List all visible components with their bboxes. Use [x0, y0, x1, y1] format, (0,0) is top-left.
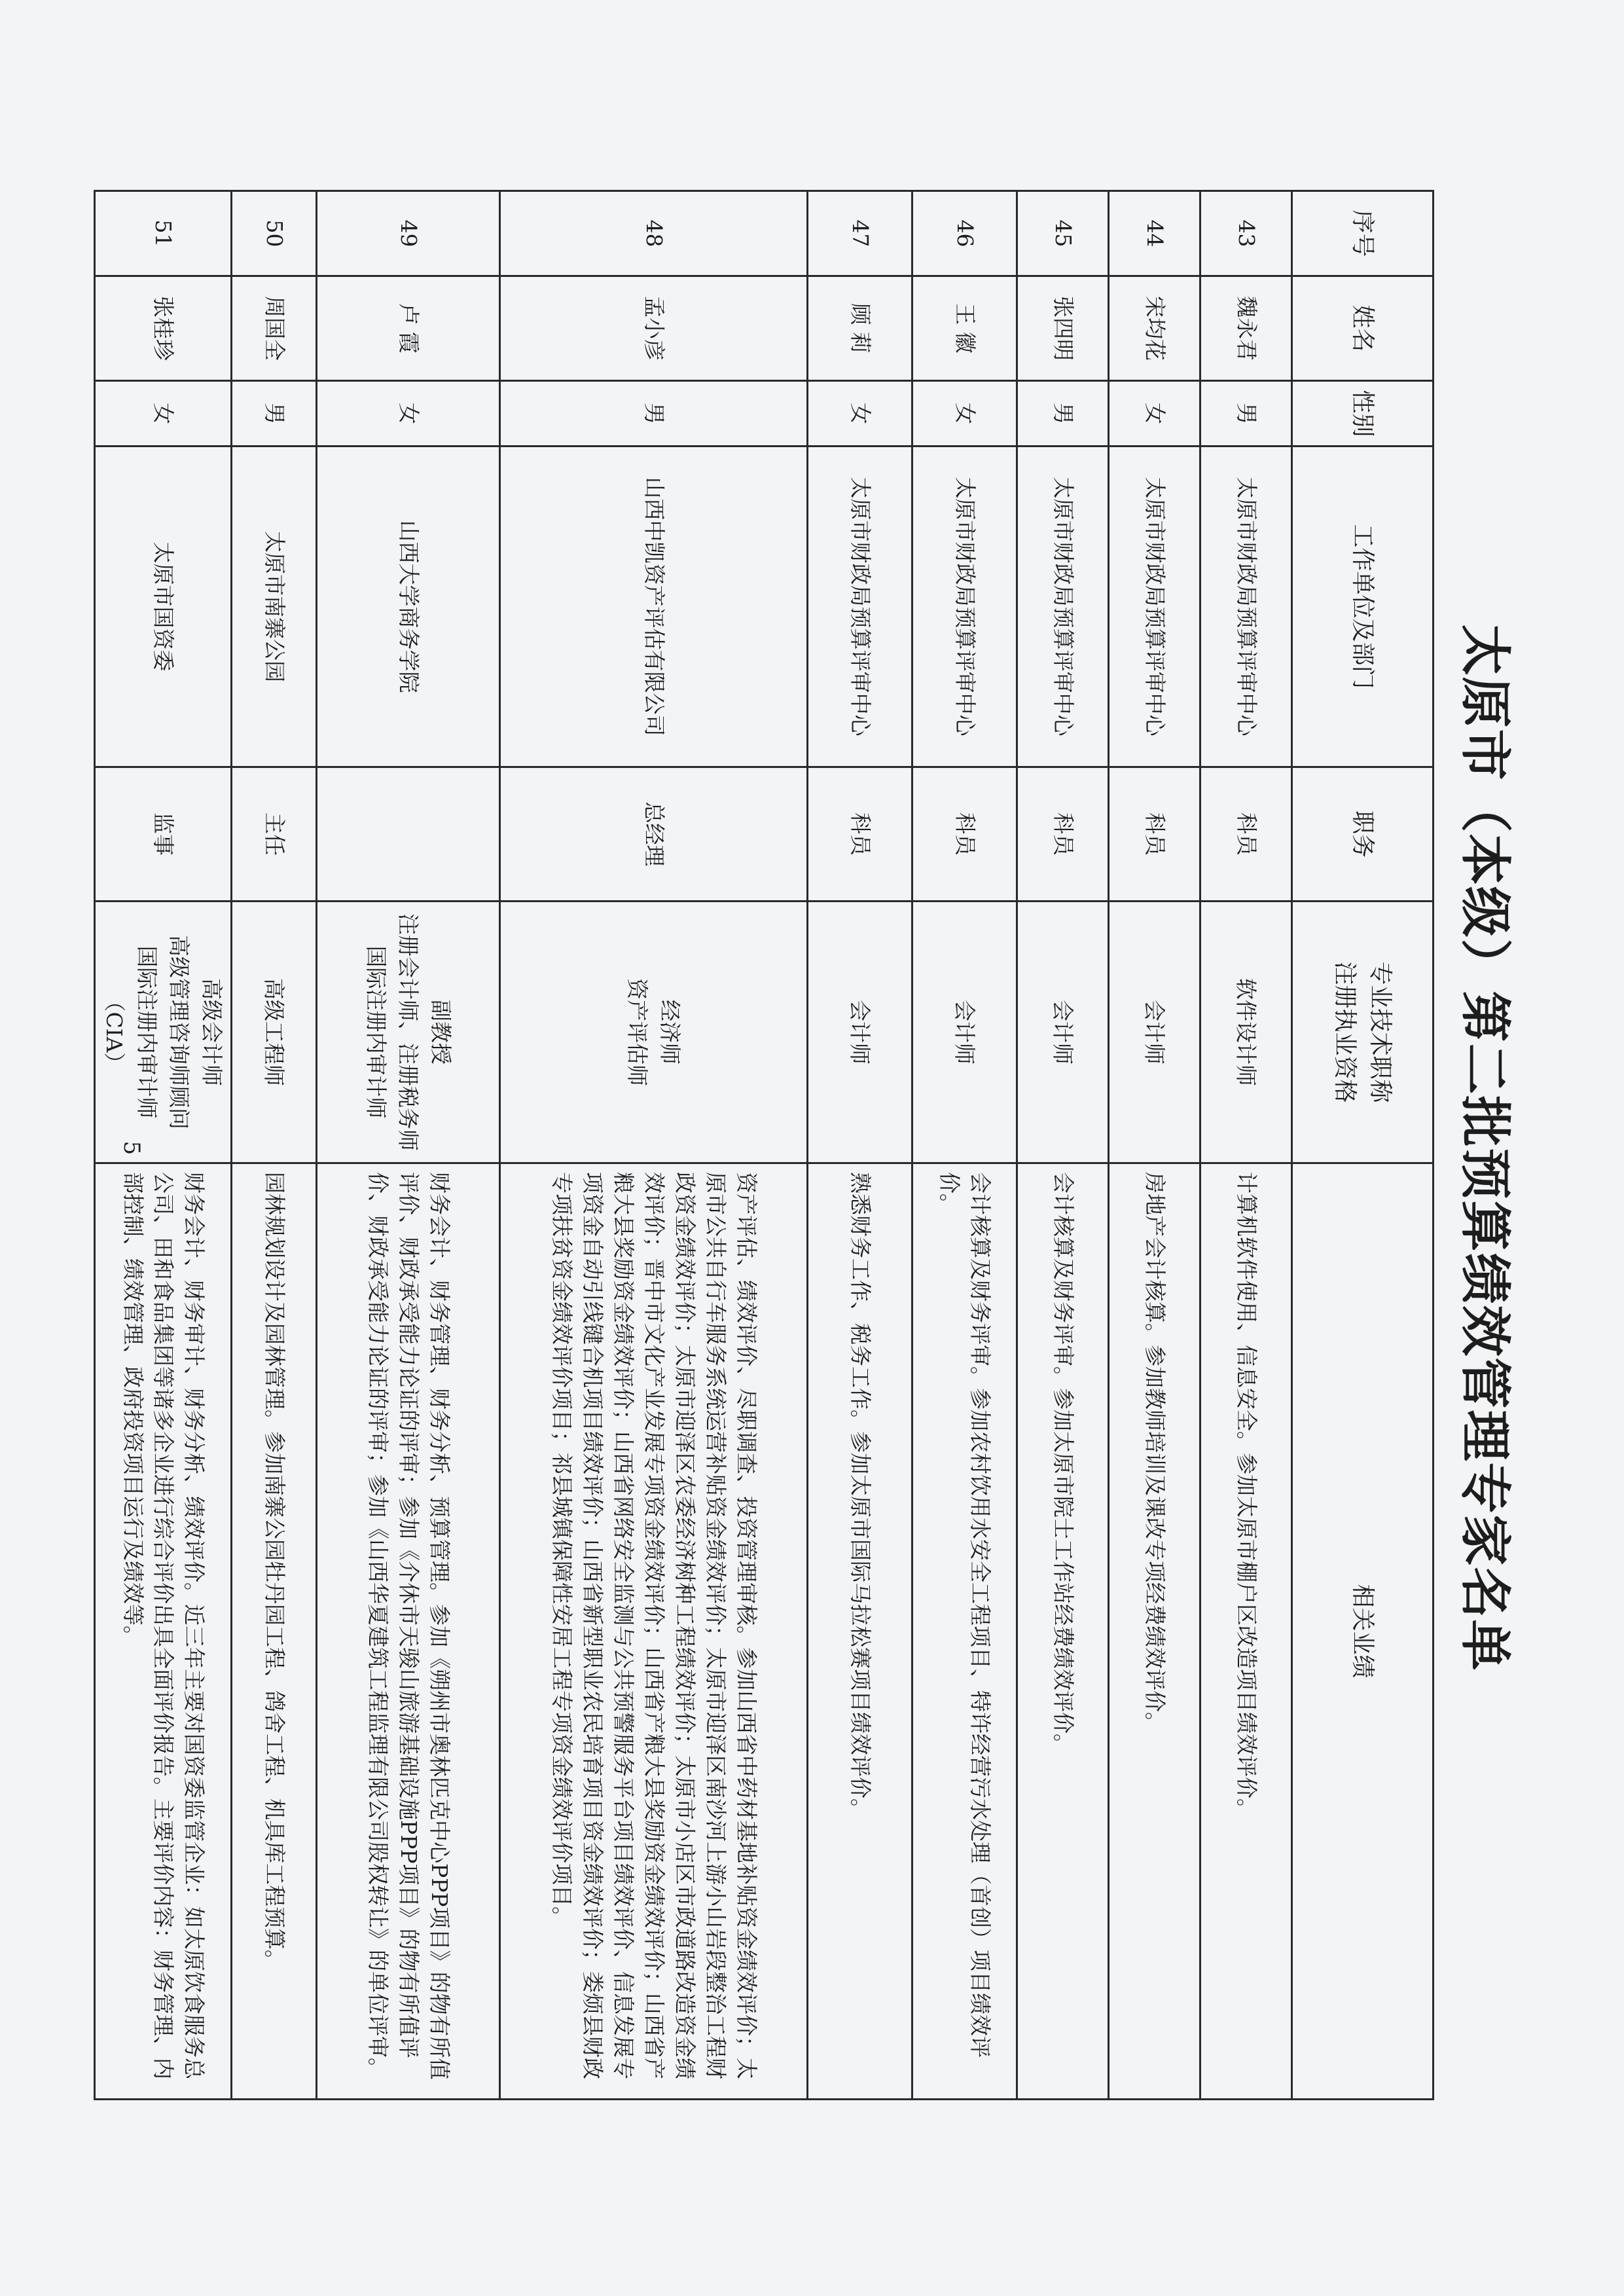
cell-performance: 计算机软件使用、信息安全。参加太原市棚户区改造项目绩效评价。: [1200, 1163, 1292, 2100]
cell-gender: 女: [808, 381, 912, 446]
qualification-line: 国际注册内审计师（CIA）: [101, 945, 160, 1119]
header-org: 工作单位及部门: [1292, 446, 1434, 767]
cell-qualification: [317, 902, 500, 1163]
cell-seq: 44: [1109, 191, 1200, 276]
qualification-line: 高级管理咨询师顾问: [166, 935, 192, 1129]
cell-qualification: [232, 902, 317, 1163]
cell-seq: 48: [500, 191, 808, 276]
cell-name: 张桂珍: [95, 276, 232, 381]
cell-seq: 43: [1200, 191, 1292, 276]
cell-performance: 资产评估、绩效评价、尽职调查、投资管理审核。参加山西省中药材基地补贴资金绩效评价；太原市公共自行车服务系统运营补贴资金绩效评价；太原市迎泽区南沙河上游小山岩段整治工程财政资金绩效评价；太原市迎泽区农委经济树种工程绩效评价；太原市小店区市政道路改造资金绩效评价；晋中市文化产业发展专项资金绩效评价；山西省产粮大县奖励资金绩效评价；山西省产粮大县奖励资金绩效评价；山西省网络安全监测与公共预警服务平台项目绩效评价、信息发展专项资金自动引线键合机项目绩效评价；山西省新型职业农民培育项目资金绩效评价；娄烦县财政专项扶贫资金绩效评价项目；祁县城镇保障性安居工程专项资金绩效评价项目。: [500, 1163, 808, 2100]
cell-qualification: [1109, 902, 1200, 1163]
document-title: 太原市（本级）第二批预算绩效管理专家名单: [1455, 624, 1514, 1672]
cell-gender: 女: [317, 381, 500, 446]
table-row: [500, 191, 808, 2100]
table-row: [232, 191, 317, 2100]
qualification-line: 国际注册内审计师: [363, 945, 389, 1119]
cell-seq: 50: [232, 191, 317, 276]
cell-qualification: [500, 902, 808, 1163]
qualification-line: 注册会计师、注册税务师: [395, 913, 422, 1151]
cell-org: 山西中凯资产评估有限公司: [500, 446, 808, 767]
cell-seq: 51: [95, 191, 232, 276]
cell-gender: 男: [1200, 381, 1292, 446]
cell-position: 科员: [1200, 767, 1292, 902]
cell-performance: 财务会计、财务管理、财务分析、预算管理。参加《朔州市奥林匹克中心PPP项目》的物有所值评价、财政承受能力论证的评审；参加《介休市天骏山旅游基础设施PPP项目》的物有所值评价、财政承受能力论证的评审；参加《山西华夏建筑工程监理有限公司股权转让》的单位评审。: [317, 1163, 500, 2100]
cell-performance: 熟悉财务工作、税务工作。参加太原市国际马拉松赛项目绩效评价。: [808, 1163, 912, 2100]
cell-position: 总经理: [500, 767, 808, 902]
cell-performance: 园林规划设计及园林管理。参加南寨公园牡丹园工程、鸽舍工程、机具库工程预算。: [232, 1163, 317, 2100]
expert-table: [94, 190, 1434, 2100]
qualification-line: 会计师: [1142, 1000, 1168, 1065]
table-row: [95, 191, 232, 2100]
header-position: 职务: [1292, 767, 1434, 902]
qualification-line: 会计师: [1050, 1000, 1076, 1065]
cell-gender: 女: [95, 381, 232, 446]
cell-position: 科员: [912, 767, 1017, 902]
cell-qualification: [1200, 902, 1292, 1163]
cell-org: 太原市财政局预算评审中心: [1109, 446, 1200, 767]
qualification-line: 资产评估师: [624, 978, 651, 1086]
table-row: [1109, 191, 1200, 2100]
cell-seq: 47: [808, 191, 912, 276]
header-qualification-line2: 注册执业资格: [1331, 961, 1359, 1103]
header-gender: 性别: [1292, 381, 1434, 446]
cell-org: 山西大学商务学院: [317, 446, 500, 767]
cell-position: [317, 767, 500, 902]
qualification-line: 高级工程师: [261, 978, 287, 1086]
cell-org: 太原市财政局预算评审中心: [1017, 446, 1109, 767]
cell-gender: 男: [232, 381, 317, 446]
cell-org: 太原市南寨公园: [232, 446, 317, 767]
cell-name: 孟小彦: [500, 276, 808, 381]
cell-position: 监事: [95, 767, 232, 902]
qualification-line: 软件设计师: [1233, 978, 1259, 1086]
cell-org: 太原市财政局预算评审中心: [1200, 446, 1292, 767]
cell-position: 科员: [1109, 767, 1200, 902]
cell-gender: 男: [500, 381, 808, 446]
qualification-line: 会计师: [952, 1000, 978, 1065]
page-number: 5: [118, 1140, 145, 1156]
cell-qualification: [912, 902, 1017, 1163]
qualification-line: 高级会计师: [199, 978, 225, 1086]
cell-name: 顾 莉: [808, 276, 912, 381]
cell-position: 科员: [1017, 767, 1109, 902]
cell-gender: 女: [1109, 381, 1200, 446]
cell-performance: 房地产会计核算。参加教师培训及课改专项经费绩效评价。: [1109, 1163, 1200, 2100]
header-performance: 相关业绩: [1292, 1163, 1434, 2100]
cell-qualification: [808, 902, 912, 1163]
cell-seq: 46: [912, 191, 1017, 276]
header-seq: 序号: [1292, 191, 1434, 276]
cell-gender: 女: [912, 381, 1017, 446]
cell-name: 魏永君: [1200, 276, 1292, 381]
cell-performance: 会计核算及财务评审。参加农村饮用水安全工程项目、特许经营污水处理（首创）项目绩效评价。: [912, 1163, 1017, 2100]
table-row: [1200, 191, 1292, 2100]
cell-name: 王 徽: [912, 276, 1017, 381]
cell-qualification: [95, 902, 232, 1163]
table-row: [1017, 191, 1109, 2100]
table-header-row: [1292, 191, 1434, 2100]
cell-position: 主任: [232, 767, 317, 902]
cell-org: 太原市财政局预算评审中心: [912, 446, 1017, 767]
cell-name: 卢 霞: [317, 276, 500, 381]
cell-qualification: [1017, 902, 1109, 1163]
table-row: [808, 191, 912, 2100]
qualification-line: 副教授: [427, 1000, 454, 1065]
header-qualification-line1: 专业技术职称: [1367, 961, 1394, 1103]
cell-org: 太原市国资委: [95, 446, 232, 767]
header-name: 姓名: [1292, 276, 1434, 381]
cell-performance: 会计核算及财务评审。参加太原市院士工作站经费绩效评价。: [1017, 1163, 1109, 2100]
table-row: [912, 191, 1017, 2100]
header-qualification: [1292, 902, 1434, 1163]
cell-name: 宋均花: [1109, 276, 1200, 381]
cell-seq: 45: [1017, 191, 1109, 276]
qualification-line: 经济师: [657, 1000, 683, 1065]
cell-name: 张四明: [1017, 276, 1109, 381]
cell-gender: 男: [1017, 381, 1109, 446]
cell-position: 科员: [808, 767, 912, 902]
cell-name: 周国全: [232, 276, 317, 381]
cell-seq: 49: [317, 191, 500, 276]
table-row: [317, 191, 500, 2100]
table-body: [95, 191, 1292, 2100]
qualification-line: 会计师: [847, 1000, 873, 1065]
cell-org: 太原市财政局预算评审中心: [808, 446, 912, 767]
cell-performance: 财务会计、财务审计、财务分析、绩效评价。近三年主要对国资委监管企业：如太原饮食服务总公司、田和食品集团等诸多企业进行综合评价出具全面评价报告。主要评价内容：财务管理、内部控制、绩效管理、政府投资项目运行及绩效等。: [95, 1163, 232, 2100]
